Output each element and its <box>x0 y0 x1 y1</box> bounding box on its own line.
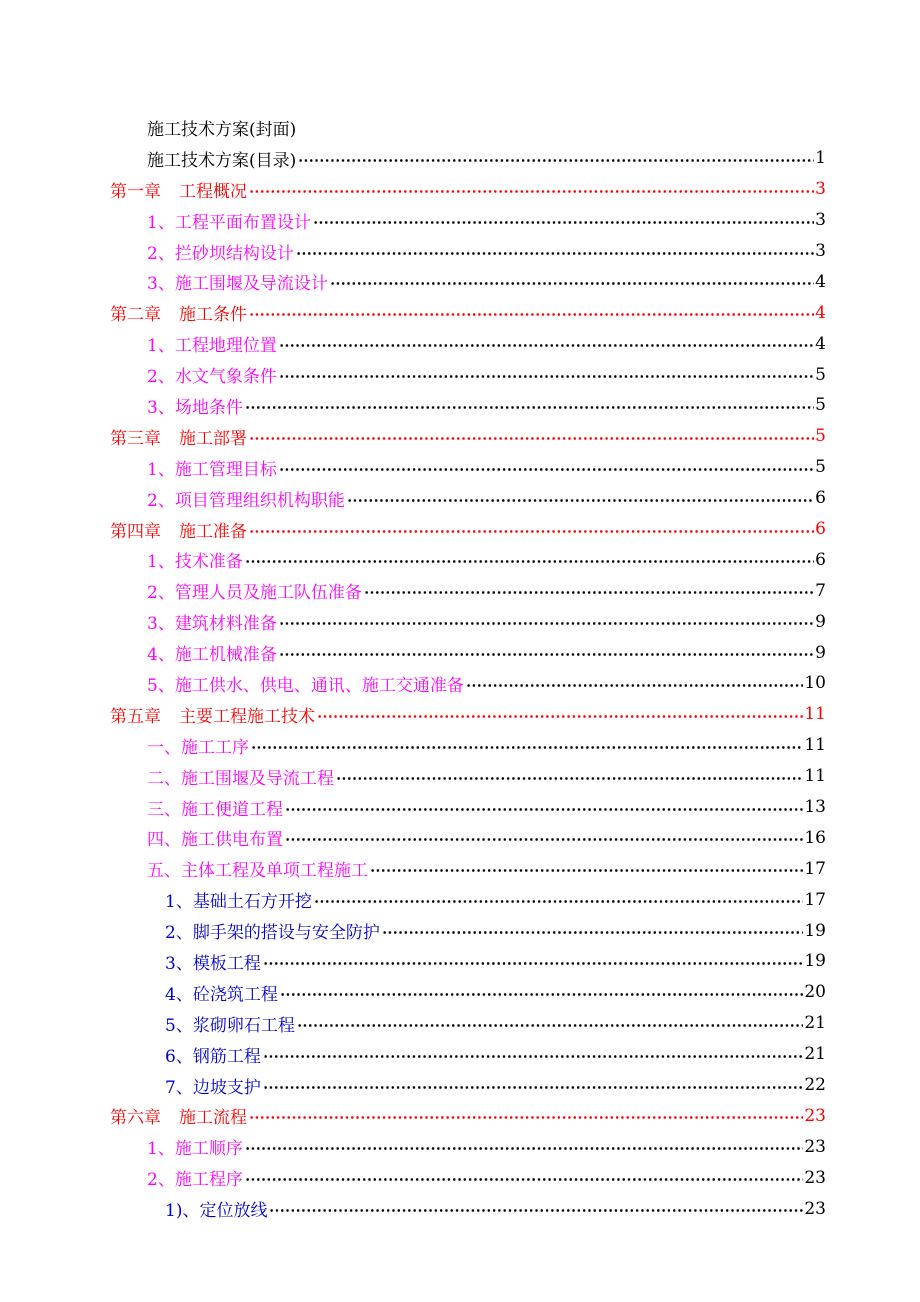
chapter-number: 第二章 <box>110 305 161 326</box>
page-number: 10 <box>804 673 826 694</box>
page-number: 5 <box>815 395 826 416</box>
toc-entry-title: 4、施工机械准备 <box>147 645 277 666</box>
dot-leader <box>364 591 814 594</box>
page-number: 22 <box>804 1075 826 1096</box>
toc-entry-sub[interactable] <box>0 1039 920 1070</box>
toc-entry-section[interactable] <box>0 266 920 297</box>
page-number: 3 <box>815 241 826 261</box>
chapter-title: 施工条件 <box>179 305 247 326</box>
toc-entry-chapter[interactable] <box>0 1101 920 1132</box>
dot-leader <box>382 931 804 934</box>
toc-entry-section[interactable] <box>0 792 920 823</box>
page-number: 5 <box>815 364 826 385</box>
page-number: 23 <box>804 1167 826 1188</box>
toc-entry-title: 四、施工供电布置 <box>147 830 283 851</box>
toc-entry-top[interactable] <box>0 143 920 174</box>
dot-leader <box>279 375 814 378</box>
toc-entry-section[interactable] <box>0 452 920 483</box>
page-number: 4 <box>815 302 826 323</box>
page-number: 7 <box>815 580 826 601</box>
toc-entry-title: 施工技术方案(目录) <box>147 150 297 171</box>
page-number: 17 <box>804 858 826 879</box>
toc-entry-sub[interactable] <box>0 884 920 915</box>
toc-entry-title: 1、基础土石方开挖 <box>165 892 312 913</box>
dot-leader <box>249 313 814 316</box>
toc-entry-title <box>110 1103 249 1128</box>
toc-entry-title: 1、技术准备 <box>147 552 243 573</box>
dot-leader <box>279 653 814 656</box>
page-number: 4 <box>815 271 826 292</box>
toc-entry-title: 三、施工便道工程 <box>147 799 283 820</box>
chapter-number: 第四章 <box>110 521 161 542</box>
toc-entry-chapter[interactable] <box>0 421 920 452</box>
toc-entry-section[interactable] <box>0 822 920 853</box>
chapter-number: 第五章 <box>110 706 161 727</box>
table-of-contents <box>0 112 920 1224</box>
page-number: 23 <box>804 1136 826 1157</box>
page-number: 19 <box>804 920 826 941</box>
dot-leader <box>330 282 814 285</box>
page-number: 9 <box>815 611 826 632</box>
chapter-title: 施工流程 <box>179 1108 247 1129</box>
dot-leader <box>245 1178 804 1181</box>
toc-entry-title <box>110 177 249 202</box>
toc-entry-title: 2、施工程序 <box>147 1170 243 1191</box>
page-number: 11 <box>804 704 826 725</box>
dot-leader <box>313 221 814 224</box>
toc-entry-section[interactable] <box>0 575 920 606</box>
dot-leader <box>297 1024 804 1027</box>
dot-leader <box>314 900 804 903</box>
dot-leader <box>296 252 814 255</box>
page-number: 6 <box>815 549 826 570</box>
toc-entry-title: 1、工程地理位置 <box>147 336 277 357</box>
page-number: 19 <box>804 951 826 972</box>
toc-entry-title: 5、施工供水、供电、通讯、施工交通准备 <box>147 675 464 696</box>
page-number: 11 <box>804 735 826 756</box>
toc-entry-title: 五、主体工程及单项工程施工 <box>147 861 368 882</box>
toc-entry-chapter[interactable] <box>0 174 920 205</box>
page-number: 11 <box>804 766 826 787</box>
toc-entry-sub[interactable] <box>0 1008 920 1039</box>
toc-entry-title: 2、管理人员及施工队伍准备 <box>147 583 362 604</box>
chapter-number: 第六章 <box>110 1108 161 1129</box>
toc-entry-top[interactable] <box>0 112 920 143</box>
toc-entry-section[interactable] <box>0 205 920 236</box>
page-number: 4 <box>815 333 826 354</box>
toc-entry-section[interactable] <box>0 236 920 267</box>
page-number: 3 <box>815 210 826 231</box>
toc-entry-chapter[interactable] <box>0 699 920 730</box>
toc-entry-title: 7、边坡支护 <box>165 1077 261 1098</box>
chapter-title: 施工准备 <box>179 521 247 542</box>
toc-entry-section[interactable] <box>0 359 920 390</box>
toc-entry-title: 1、施工管理目标 <box>147 459 277 480</box>
dot-leader <box>280 993 804 996</box>
dot-leader <box>251 746 803 749</box>
toc-entry-section[interactable] <box>0 328 920 359</box>
chapter-title: 主要工程施工技术 <box>179 706 315 727</box>
chapter-title: 工程概况 <box>179 181 247 202</box>
page-number: 17 <box>804 889 826 910</box>
toc-entry-sub[interactable] <box>0 1070 920 1101</box>
dot-leader <box>298 159 814 162</box>
dot-leader <box>263 1055 804 1058</box>
toc-entry-title: 3、模板工程 <box>165 953 261 974</box>
dot-leader <box>466 684 804 687</box>
dot-leader <box>249 530 814 533</box>
toc-entry-title: 2、拦砂坝结构设计 <box>147 243 294 264</box>
toc-entry-section[interactable] <box>0 544 920 575</box>
toc-entry-title: 1、工程平面布置设计 <box>147 212 311 233</box>
page-number: 5 <box>815 426 826 447</box>
dot-leader <box>263 1086 804 1089</box>
dot-leader <box>249 437 814 440</box>
toc-entry-title: 2、脚手架的搭设与安全防护 <box>165 923 380 944</box>
page-number: 20 <box>804 982 826 1003</box>
toc-entry-chapter[interactable] <box>0 297 920 328</box>
dot-leader <box>370 869 803 872</box>
toc-entry-sub[interactable] <box>0 977 920 1008</box>
chapter-number: 第一章 <box>110 181 161 202</box>
page-number: 1 <box>815 148 826 169</box>
dot-leader <box>285 838 803 841</box>
toc-entry-title: 1、施工顺序 <box>147 1139 243 1160</box>
toc-entry-title: 一、施工工序 <box>147 737 249 758</box>
page-number: 21 <box>804 1013 826 1034</box>
toc-entry-sub[interactable] <box>0 946 920 977</box>
toc-entry-title: 2、水文气象条件 <box>147 367 277 388</box>
chapter-number: 第三章 <box>110 428 161 449</box>
toc-entry-section[interactable] <box>0 1131 920 1162</box>
toc-entry-section[interactable] <box>0 1162 920 1193</box>
toc-entry-section[interactable] <box>0 668 920 699</box>
toc-entry-section[interactable] <box>0 606 920 637</box>
page-number: 13 <box>804 797 826 818</box>
dot-leader <box>279 468 814 471</box>
toc-entry-title: 施工技术方案(封面) <box>147 119 297 140</box>
dot-leader <box>245 1147 804 1150</box>
toc-entry-title: 3、场地条件 <box>147 397 243 418</box>
chapter-title: 施工部署 <box>179 428 247 449</box>
toc-entry-section[interactable] <box>0 483 920 514</box>
toc-entry-title: 1)、定位放线 <box>165 1201 268 1222</box>
toc-entry-title <box>110 517 249 542</box>
toc-entry-section[interactable] <box>0 761 920 792</box>
toc-entry-title: 5、浆砌卵石工程 <box>165 1015 295 1036</box>
toc-entry-title <box>110 300 249 325</box>
dot-leader <box>245 560 814 563</box>
page-number: 16 <box>804 827 826 848</box>
dot-leader <box>263 962 804 965</box>
toc-entry-section[interactable] <box>0 730 920 761</box>
toc-entry-title <box>110 424 249 449</box>
toc-entry-title: 6、钢筋工程 <box>165 1046 261 1067</box>
page-number: 21 <box>804 1044 826 1065</box>
toc-entry-title <box>110 702 317 727</box>
dot-leader <box>279 344 814 347</box>
dot-leader <box>317 715 803 718</box>
toc-entry-section[interactable] <box>0 853 920 884</box>
page-number: 5 <box>815 457 826 478</box>
toc-entry-section[interactable] <box>0 637 920 668</box>
page-number: 23 <box>804 1105 826 1126</box>
toc-entry-sub[interactable] <box>0 1193 920 1224</box>
dot-leader <box>249 190 814 193</box>
dot-leader <box>285 808 803 811</box>
toc-entry-title: 4、砼浇筑工程 <box>165 984 278 1005</box>
toc-entry-chapter[interactable] <box>0 514 920 545</box>
dot-leader <box>279 622 814 625</box>
page-number: 23 <box>804 1198 826 1219</box>
dot-leader <box>347 499 814 502</box>
toc-entry-sub[interactable] <box>0 915 920 946</box>
page-number: 6 <box>815 519 826 540</box>
toc-entry-title: 二、施工围堰及导流工程 <box>147 768 334 789</box>
page-number: 3 <box>815 179 826 200</box>
toc-entry-title: 3、施工围堰及导流设计 <box>147 274 328 295</box>
dot-leader <box>245 406 814 409</box>
toc-entry-title: 3、建筑材料准备 <box>147 614 277 635</box>
dot-leader <box>249 1116 803 1119</box>
dot-leader <box>269 1209 803 1212</box>
toc-entry-title: 2、项目管理组织机构职能 <box>147 490 345 511</box>
page-number: 6 <box>815 488 826 509</box>
dot-leader <box>336 777 803 780</box>
page-number: 9 <box>815 642 826 663</box>
toc-entry-section[interactable] <box>0 390 920 421</box>
